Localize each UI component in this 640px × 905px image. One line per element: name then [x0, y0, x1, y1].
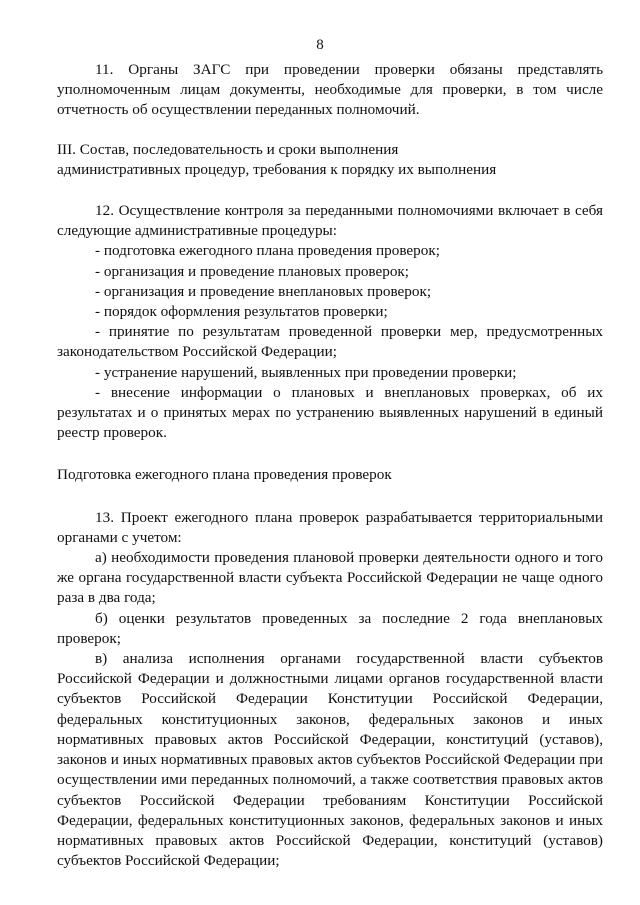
paragraph-13: 13. Проект ежегодного плана проверок разрабатывается территориальными органами с учетом: [57, 508, 603, 546]
document-body [57, 60, 603, 871]
list-item: б) оценки результатов проведенных за последние 2 года внеплановых проверок; [57, 609, 603, 647]
list-item: - порядок оформления результатов проверки; [95, 303, 388, 321]
paragraph-12: 12. Осуществление контроля за переданными полномочиями включает в себя следующие административные процедуры: [57, 202, 603, 240]
list-item: - принятие по результатам проведенной проверки мер, предусмотренных законодательством Российской Федерации; [57, 323, 603, 361]
subsection-heading: Подготовка ежегодного плана проведения проверок [57, 466, 392, 484]
list-item: - устранение нарушений, выявленных при проведении проверки; [95, 363, 517, 381]
list-item: в) анализа исполнения органами государственной власти субъектов Российской Федерации и должностными лицами органов государственной власти субъектов Российской Федерации Конституции Российской Федерации, федеральных конституционных законов, федеральных законов и иных нормативных правовых актов Российской Федерации, конституций (уставов), законов и иных нормативных правовых актов субъектов Российской Федерации при осуществлении ими переданных полномочий, а также соответствия правовых актов субъектов Российской Федерации требованиям Конституции Российской Федерации, федеральных конституционных законов, федеральных законов и иных нормативных правовых актов Российской Федерации, конституций (уставов) субъектов Российской Федерации; [57, 650, 603, 870]
section-heading-line-2: административных процедур, требования к порядку их выполнения [57, 160, 497, 178]
list-item: - подготовка ежегодного плана проведения проверок; [95, 242, 440, 260]
list-item: а) необходимости проведения плановой проверки деятельности одного и того же органа государственной власти субъекта Российской Федерации не чаще одного раза в два года; [57, 549, 603, 607]
paragraph-11: 11. Органы ЗАГС при проведении проверки обязаны представлять уполномоченным лицам документы, необходимые для проверки, в том числе отчетность об осуществлении переданных полномочий. [57, 61, 603, 119]
section-heading-line-1: III. Состав, последовательность и сроки выполнения [57, 140, 399, 158]
list-item: - внесение информации о плановых и внеплановых проверках, об их результатах и о принятых мерах по устранению выявленных нарушений в единый реестр проверок. [57, 383, 603, 442]
list-item: - организация и проведение плановых проверок; [95, 262, 410, 280]
list-item: - организация и проведение внеплановых проверок; [95, 282, 432, 300]
page-number: 8 [316, 37, 324, 53]
